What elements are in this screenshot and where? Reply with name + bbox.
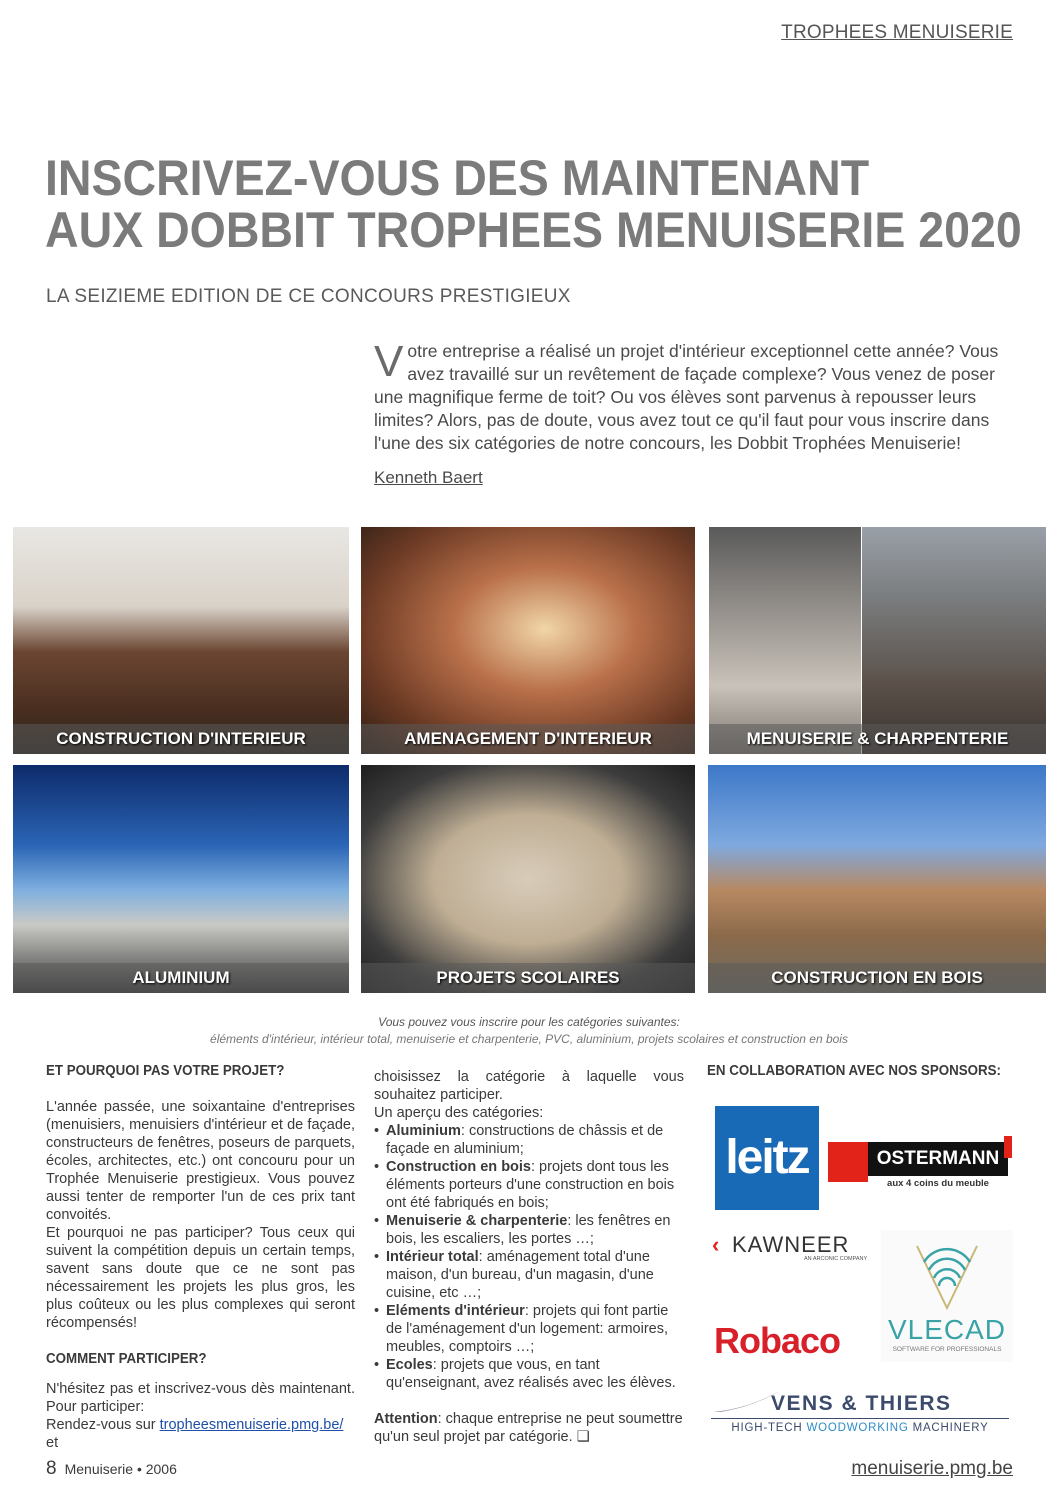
kawneer-logo: ‹ KAWNEER AN ARCONIC COMPANY (712, 1232, 868, 1262)
end-mark-icon: ❑ (576, 1429, 590, 1445)
paragraph: Et pourquoi ne pas participer? Tous ceux qui suivent la compétition depuis un certain temps, savent sans doute que ce ne sont pas nécessairement les projets les plus gros, les plus coûteux ou les plus complexes qui seront récompensés! (46, 1225, 355, 1331)
section-label: TROPHEES MENUISERIE (781, 22, 1013, 43)
photo-caption-strip (709, 724, 1046, 754)
photo-caption: AMENAGEMENT D'INTERIEUR (361, 724, 695, 754)
leitz-logo: leitz (715, 1106, 819, 1210)
list-item: • Aluminium: constructions de châssis et de façade en aluminium; (374, 1123, 664, 1157)
article-subtitle: LA SEIZIEME EDITION DE CE CONCOURS PRESTIGIEUX (46, 286, 571, 307)
photo-menuiserie-a (709, 527, 861, 754)
photo-caption: MENUISERIE & CHARPENTERIE (709, 724, 1046, 754)
list-item: • Menuiserie & charpenterie: les fenêtres en bois, les escaliers, les portes …; (374, 1213, 671, 1247)
vens-thiers-logo: VENS & THIERS HIGH-TECH WOODWORKING MACHINERY (711, 1388, 1009, 1438)
attention-note: Attention: chaque entreprise ne peut soumettre qu'un seul projet par catégorie. ❑ (374, 1411, 683, 1445)
photo-caption: ALUMINIUM (13, 963, 349, 993)
registration-link[interactable]: tropheesmenuiserie.pmg.be/ (159, 1417, 344, 1433)
intro-paragraph (374, 337, 1014, 455)
photo-aluminium (13, 765, 349, 993)
page-number: 8 (46, 1458, 57, 1479)
list-item: • Intérieur total: aménagement total d'une maison, d'un bureau, d'un magasin, d'une cuisine, etc …; (374, 1249, 654, 1301)
heading-comment: COMMENT PARTICIPER? (46, 1351, 207, 1367)
heading-pourquoi: ET POURQUOI PAS VOTRE PROJET? (46, 1063, 285, 1079)
paragraph-link-line: Rendez-vous sur tropheesmenuiserie.pmg.be/ et (46, 1417, 344, 1451)
footer-left (46, 1458, 177, 1480)
robaco-logo: Robaco (714, 1320, 841, 1361)
title-line-1: INSCRIVEZ-VOUS DES MAINTENANT (45, 150, 870, 206)
photo-caption: CONSTRUCTION EN BOIS (708, 963, 1046, 993)
photo-amenagement-interieur (361, 527, 695, 754)
publication-name: Menuiserie • 2006 (64, 1461, 177, 1477)
photo-menuiserie-b (862, 527, 1046, 754)
paragraph: choisissez la catégorie à laquelle vous souhaitez participer. (374, 1069, 684, 1103)
column-3 (707, 1062, 1017, 1080)
vlecad-emblem-icon (907, 1236, 987, 1316)
list-item: • Eléments d'intérieur: projets qui font partie de l'aménagement d'un logement: armoires, meubles, comptoirs …; (374, 1303, 669, 1355)
list-item: • Construction en bois: projets dont tous les éléments porteurs d'une construction en bois ont été fabriqués en bois; (374, 1159, 675, 1211)
title-line-2: AUX DOBBIT TROPHEES MENUISERIE 2020 (45, 202, 1022, 258)
photo-caption: PROJETS SCOLAIRES (361, 963, 695, 993)
photo-caption: CONSTRUCTION D'INTERIEUR (13, 724, 349, 754)
paragraph: N'hésitez pas et inscrivez-vous dès maintenant. Pour participer: (46, 1381, 355, 1415)
paragraph: L'année passée, une soixantaine d'entreprises (menuisiers, menuisiers d'intérieur et de façade, constructeurs de fenêtres, poseurs de parquets, écoles, architectes, etc.) ont concouru pour un Trophée Menuiserie prestigieux. Vous pouvez aussi tenter de remporter l'un de ces prix tant convoités. (46, 1099, 355, 1223)
article-title (45, 150, 1022, 258)
footer-url[interactable]: menuiserie.pmg.be (851, 1458, 1013, 1479)
author-link[interactable]: Kenneth Baert (374, 468, 483, 487)
photo-projets-scolaires (361, 765, 695, 993)
list-item: • Ecoles: projets que vous, en tant qu'enseignant, avez réalisés avec les élèves. (374, 1357, 676, 1391)
dropcap: V (374, 337, 404, 386)
column-2 (374, 1068, 684, 1446)
photo-construction-interieur (13, 527, 349, 754)
paragraph: Un aperçu des catégories: (374, 1105, 544, 1121)
photo-construction-bois (708, 765, 1046, 993)
categories-note: Vous pouvez vous inscrire pour les catégories suivantes: (378, 1015, 680, 1029)
intro-text: otre entreprise a réalisé un projet d'intérieur exceptionnel cette année? Vous avez travaillé sur un revêtement de façade complexe? Vous venez de poser une magnifique ferme de toit? Ou vos élèves sont parvenus à repousser leurs limites? Alors, pas de doute, vous avez tout ce qu'il faut pour vous inscrire dans l'une des six catégories de notre concours, les Dobbit Trophées Menuiserie! (374, 341, 999, 453)
ostermann-logo: OSTERMANN aux 4 coins du meuble (828, 1136, 1016, 1196)
categories-list: éléments d'intérieur, intérieur total, menuiserie et charpenterie, PVC, aluminium, projets scolaires et construction en bois (210, 1032, 848, 1046)
heading-sponsors: EN COLLABORATION AVEC NOS SPONSORS: (707, 1063, 1001, 1079)
vlecad-logo: VLECAD SOFTWARE FOR PROFESSIONALS (881, 1230, 1013, 1362)
column-1 (46, 1062, 355, 1452)
